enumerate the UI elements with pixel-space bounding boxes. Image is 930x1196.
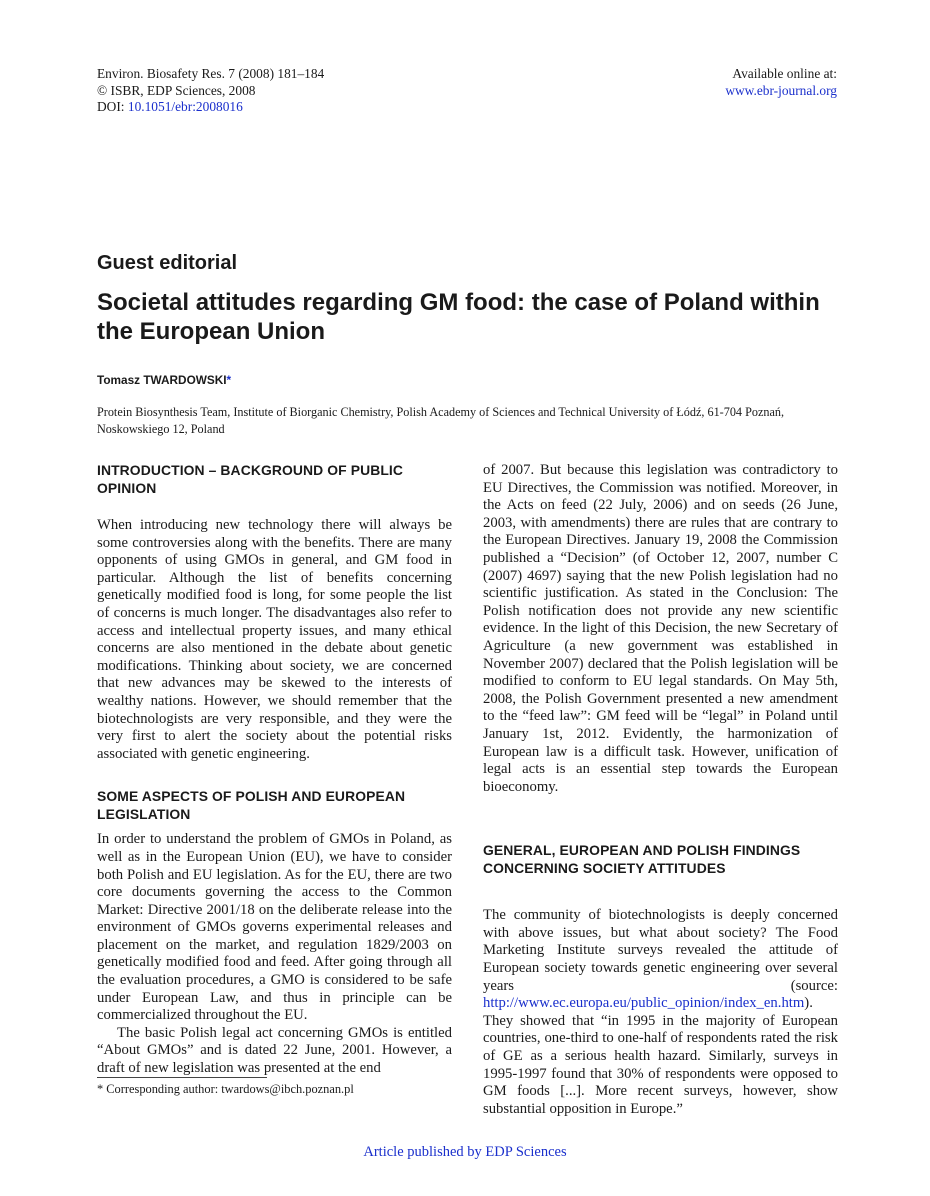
journal-header (97, 66, 324, 116)
findings-paragraph (483, 907, 838, 1118)
legislation-paragraph-1: In order to understand the problem of GMOs in Poland, as well as in the European Union (EU), we have to consider both Polish and EU legislation. As for the EU, there are two core documents governing the access to the Common Market: Directive 2001/18 on the deliberate release into the environment of GMOs governs experimental releases and placement on the market, and regulation 1829/2003 on genetically modified food and feed. After going through all the evaluation procedures, a GMO is considered to be safe under European Law, and thus in principle can be commercialized throughout the EU. (97, 831, 452, 1024)
available-online-label: Available online at: (732, 66, 837, 81)
doi-label: DOI: (97, 99, 128, 114)
publisher-footer (0, 1144, 930, 1161)
legislation-paragraph-3: of 2007. But because this legislation was contradictory to EU Directives, the Commission was notified. Moreover, in the Acts on feed (22 July, 2006) and on seeds (26 June, 2003, with amendments) there are rules that are contrary to the European Directives. January 19, 2008 the Commission published a “Decision” (of October 12, 2007, number C (2007) 4697) saying that the new Polish legislation had no scientific justification. As stated in the Conclusion: The Polish notification does not provide any new scientific evidence. In the light of this Decision, the new Secretary of Agriculture (a new government was established in November 2007) declared that the Polish legislation will be modified to conform to EU legal standards. On May 5th, 2008, the Polish Government presented a new amendment to the “feed law”: GM feed will be “legal” in Poland until January 1st, 2012. Evidently, the harmonization of European law is a difficult task. However, unification of legal acts is an essential step towards the European bioeconomy. (483, 462, 838, 795)
journal-citation: Environ. Biosafety Res. 7 (2008) 181–184 (97, 66, 325, 81)
findings-text-start: The community of biotechnologists is deeply concerned with above issues, but what about society? The Food Marketing Institute surveys revealed the attitude of European society towards genetic engineering over several years (source: (483, 907, 838, 994)
section-heading-findings: GENERAL, EUROPEAN AND POLISH FINDINGS CONCERNING SOCIETY ATTITUDES (483, 842, 801, 876)
left-column (97, 462, 452, 1078)
doi-line (97, 99, 324, 116)
legislation-paragraph-2: The basic Polish legal act concerning GMOs is entitled “About GMOs” and is dated 22 June, 2001. However, a draft of new legislation was presented at the end (97, 1024, 452, 1077)
copyright-line: © ISBR, EDP Sciences, 2008 (97, 82, 256, 98)
corresponding-author-mark[interactable]: * (226, 373, 232, 387)
article-title: Societal attitudes regarding GM food: the case of Poland within the European Union (97, 289, 820, 345)
author-line (97, 373, 231, 387)
section-heading-introduction: INTRODUCTION – BACKGROUND OF PUBLIC OPINION (97, 462, 404, 496)
journal-website-link[interactable]: www.ebr-journal.org (725, 82, 837, 98)
author-affiliation: Protein Biosynthesis Team, Institute of Biorganic Chemistry, Polish Academy of Sciences and Technical University of Łódź, 61-704 Poznań, Noskowskiego 12, Poland (97, 405, 784, 436)
eurobarometer-link[interactable]: http://www.ec.europa.eu/public_opinion/index_en.htm (483, 995, 805, 1012)
section-heading-legislation: SOME ASPECTS OF POLISH AND EUROPEAN LEGISLATION (97, 788, 406, 822)
corresponding-author-footnote: * Corresponding author: twardows@ibch.poznan.pl (97, 1082, 354, 1096)
publisher-link[interactable]: Article published by EDP Sciences (363, 1144, 567, 1160)
availability-header (725, 66, 837, 99)
author-name: Tomasz TWARDOWSKI (97, 373, 227, 387)
right-column (483, 462, 838, 1118)
footnote-divider (97, 1077, 267, 1078)
intro-paragraph: When introducing new technology there will always be some controversies along with the benefits. There are many opponents of using GMOs in general, and GM food in particular. Although the list of benefits concerning genetically modified food is long, for some people the list of concerns is much longer. The disadvantages also refer to access and intellectual property issues, and many ethical concerns are also mentioned in the debate about genetic modifications. Thinking about society, we are concerned that new advances may be skewed to the interests of wealthy nations. However, we should remember that the biotechnologists are very responsible, and they were the very first to alert the society about the potential risks associated with genetic engineering. (97, 517, 452, 762)
article-type: Guest editorial (97, 252, 238, 274)
doi-link[interactable]: 10.1051/ebr:2008016 (127, 99, 243, 114)
findings-text-end: ). They showed that “in 1995 in the majority of European countries, one-third to one-half of respondents rated the risk of GE as a serious health hazard. Similarly, surveys in 1995-1997 found that 30% of respondents were opposed to GM foods [...]. More recent surveys, however, show substantial opposition in Europe.” (483, 995, 838, 1117)
